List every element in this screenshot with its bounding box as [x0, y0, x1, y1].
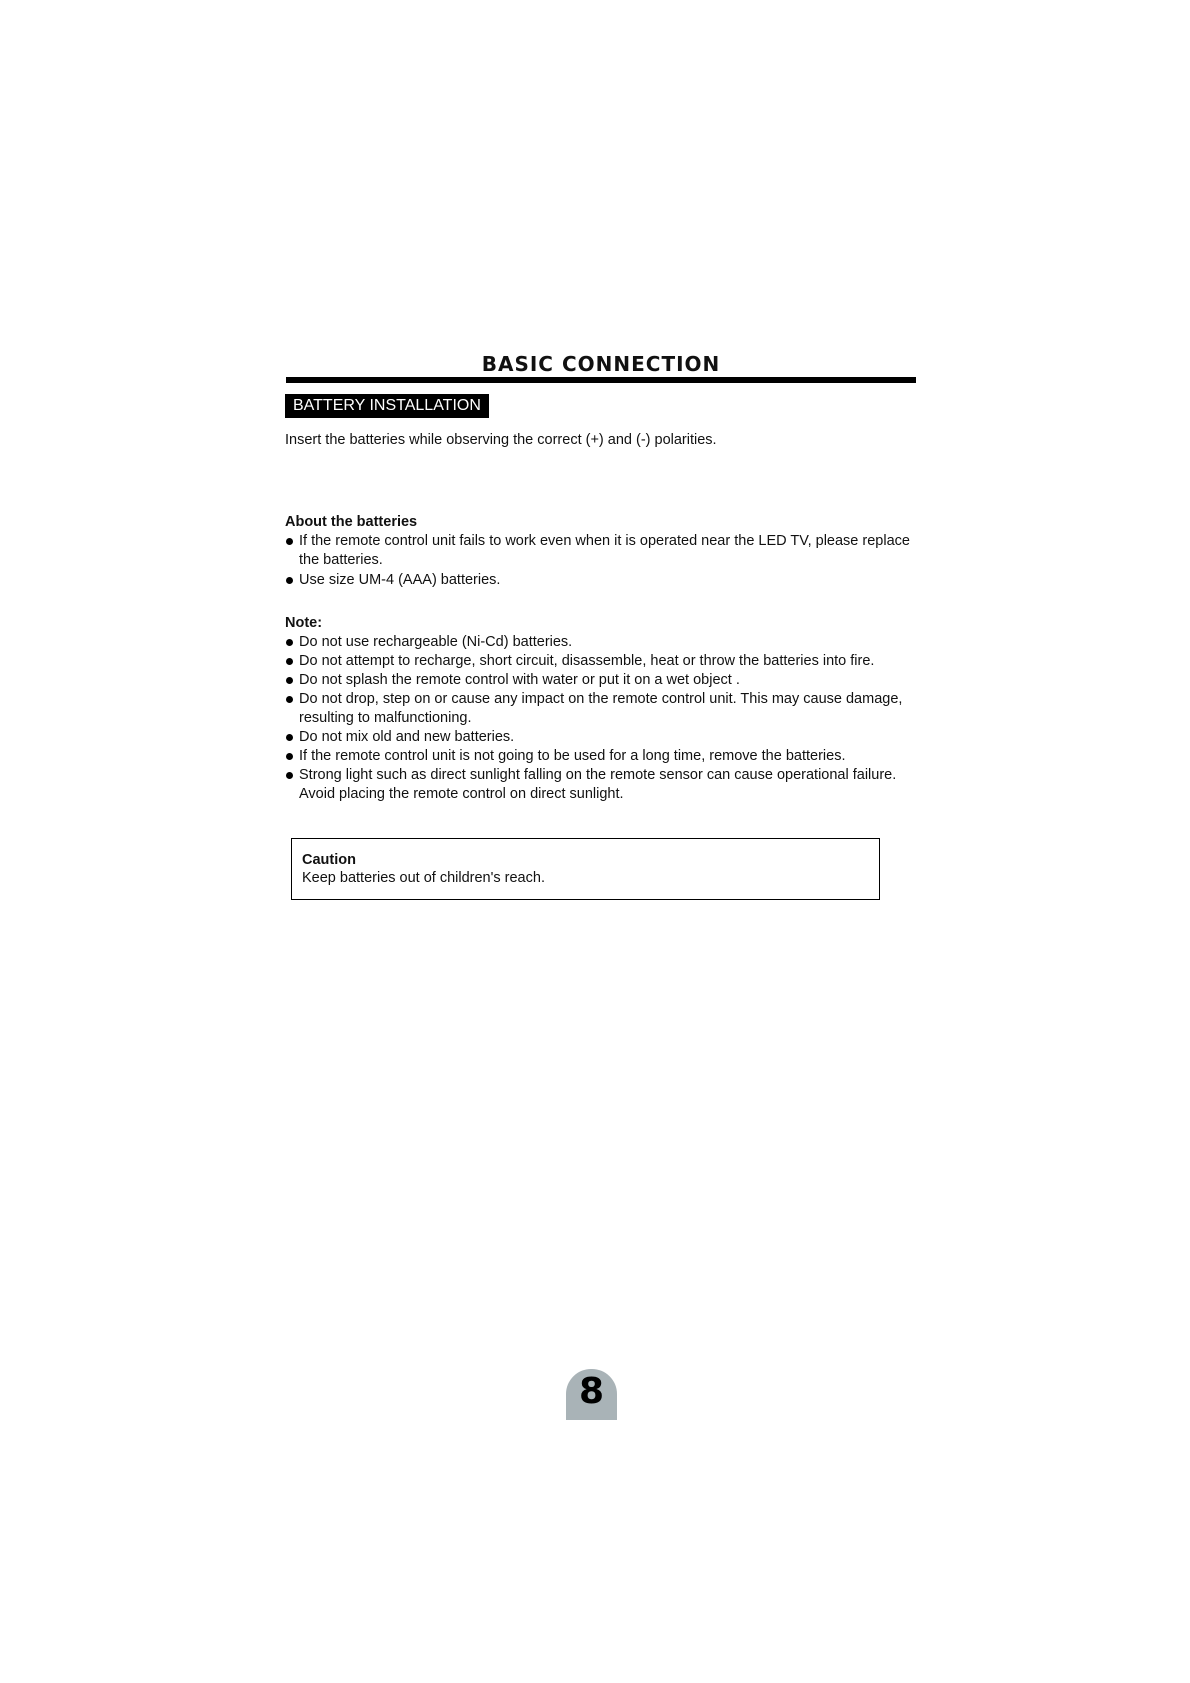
about-batteries-section [285, 513, 925, 590]
list-item: If the remote control unit is not going to be used for a long time, remove the batteries. [285, 747, 925, 766]
about-batteries-list [285, 532, 925, 590]
caution-text: Keep batteries out of children's reach. [302, 870, 545, 886]
page-number: 8 [578, 1371, 605, 1412]
note-heading: Note: [285, 615, 323, 631]
page-title: BASIC CONNECTION [481, 352, 721, 376]
section-badge: BATTERY INSTALLATION [285, 394, 489, 418]
list-item: Do not use rechargeable (Ni-Cd) batteries. [285, 633, 925, 652]
list-item: Do not drop, step on or cause any impact on the remote control unit. This may cause damage, resulting to malfunctioning. [285, 690, 925, 728]
list-item: Use size UM-4 (AAA) batteries. [285, 571, 925, 590]
list-item: Do not attempt to recharge, short circuit, disassemble, heat or throw the batteries into fire. [285, 652, 925, 671]
list-item: Strong light such as direct sunlight falling on the remote sensor can cause operational failure. Avoid placing the remote control on direct sunlight. [285, 766, 925, 804]
list-item: Do not splash the remote control with water or put it on a wet object . [285, 671, 925, 690]
note-list [285, 633, 925, 804]
list-item: If the remote control unit fails to work even when it is operated near the LED TV, please replace the batteries. [285, 532, 925, 570]
title-divider [286, 377, 916, 383]
caution-box [291, 838, 880, 900]
about-batteries-heading: About the batteries [285, 514, 418, 530]
intro-text: Insert the batteries while observing the correct (+) and (-) polarities. [285, 432, 717, 448]
list-item: Do not mix old and new batteries. [285, 728, 925, 747]
page-number-tab [566, 1369, 617, 1420]
note-section [285, 614, 925, 804]
caution-title: Caution [302, 852, 356, 868]
